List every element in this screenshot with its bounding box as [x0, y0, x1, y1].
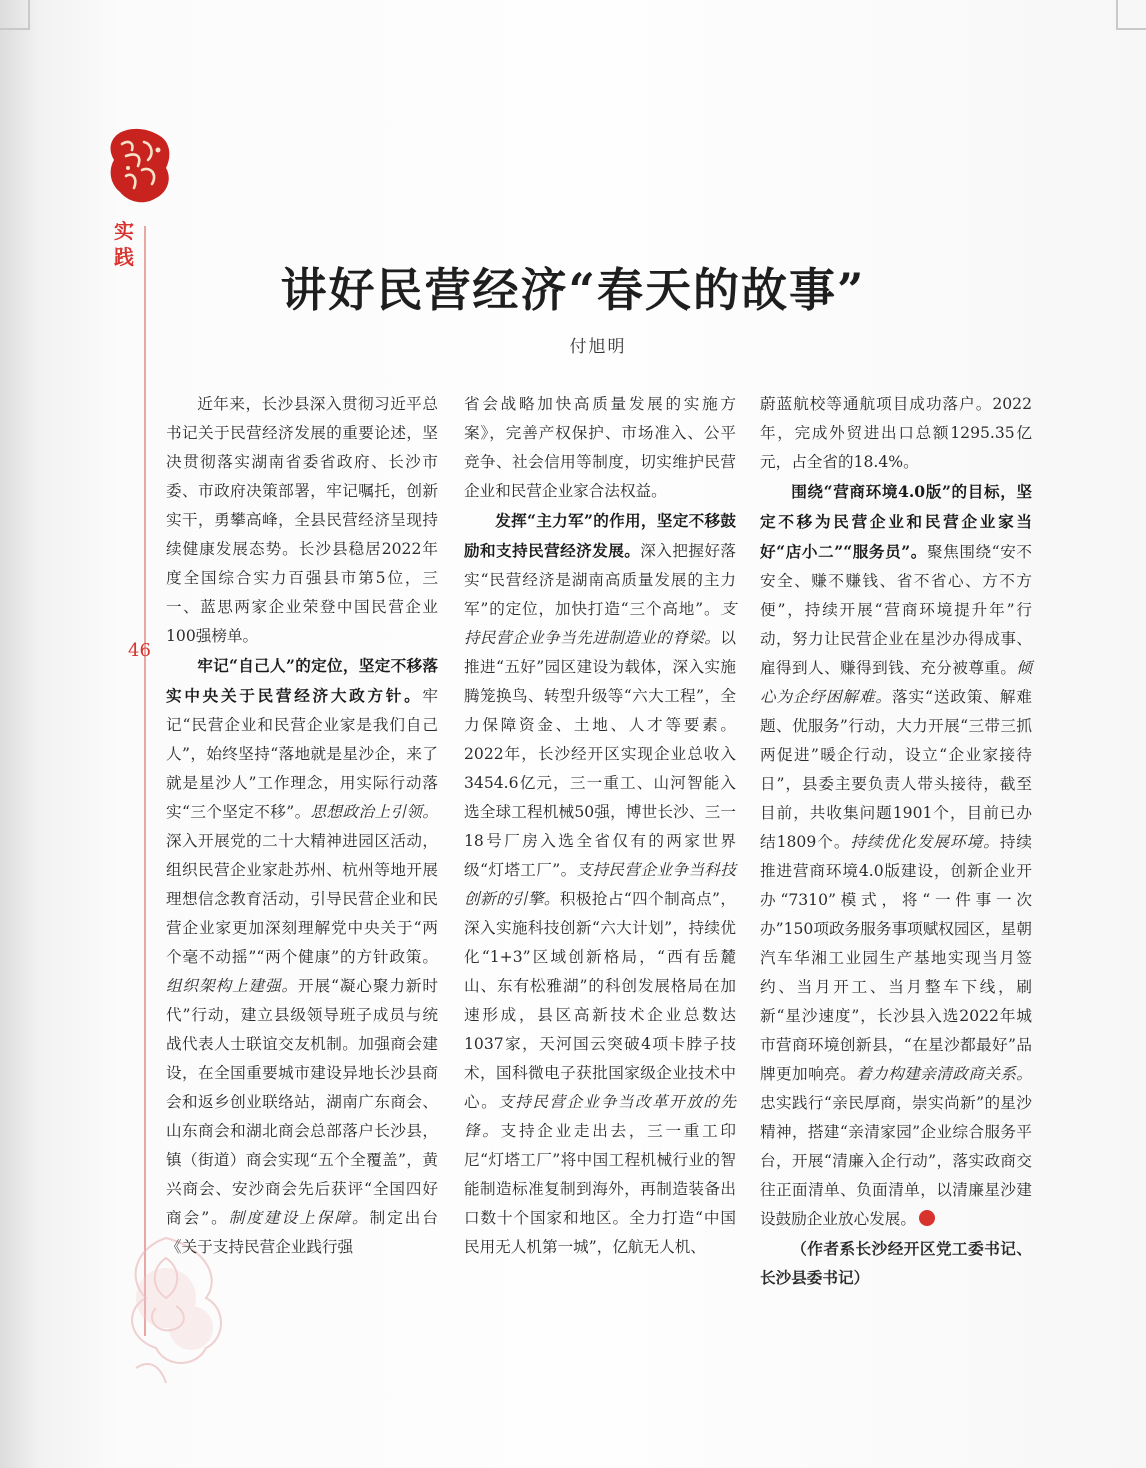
- paragraph-continued: 省会战略加快高质量发展的实施方案》，完善产权保护、市场准入、公平竞争、社会信用等制度，切实维护民营企业和民营企业家合法权益。: [464, 395, 736, 500]
- paragraph-section-3: [760, 477, 1032, 1234]
- article-title: 讲好民营经济“春天的故事”: [280, 263, 866, 317]
- subheading-system: 制度建设上保障。: [228, 1209, 370, 1227]
- section-heading-3: 围绕“营商环境4.0版”的目标，坚定不移为民营企业和民营企业家当好“店小二”“服务员”。: [760, 482, 1032, 561]
- section-label: 实践: [114, 219, 134, 269]
- paragraph-intro: 近年来，长沙县深入贯彻习近平总书记关于民营经济发展的重要论述，坚决贯彻落实湖南省委省政府、长沙市委、市政府决策部署，牢记嘱托，创新实干，勇攀高峰，全县民营经济呈现持续健康发展态势。长沙县稳居2022年度全国综合实力百强县市第5位，三一、蓝思两家企业荣登中国民营企业100强榜单。: [166, 395, 438, 645]
- side-rule: [144, 226, 146, 1336]
- text-run: 牢记“民营企业和民营企业家是我们自己人”，始终坚持“落地就是星沙企，来了就是星沙人”工作理念，用实际行动落实“三个坚定不移”。: [166, 687, 438, 821]
- page-number: 46: [128, 640, 151, 661]
- subheading-service: 倾心为企纾困解难。: [760, 659, 1032, 706]
- subheading-environment: 持续优化发展环境。: [850, 833, 1000, 851]
- text-run: 积极抢占“四个制高点”，深入实施科技创新“六大计划”，持续优化“1+3”区域创新格局，“西有岳麓山、东有松雅湖”的科创发展格局在加速形成，县区高新技术企业总数达1037家，天河国云突破4项卡脖子技术，国科微电子获批国家级企业技术中心。: [464, 890, 736, 1111]
- column-logo: [108, 126, 174, 206]
- text-run: 开展“凝心聚力新时代”行动，建立县级领导班子成员与统战代表人士联谊交友机制。加强商会建设，在全国重要城市建设异地长沙县商会和返乡创业联络站，湖南广东商会、山东商会和湖北商会总部落户长沙县，镇（街道）商会实现“五个全覆盖”，黄兴商会、安沙商会先后获评“全国四好商会”。: [166, 977, 438, 1227]
- author-note: （作者系长沙经开区党工委书记、长沙县委书记）: [760, 1239, 1032, 1287]
- text-run: 以推进“五好”园区建设为载体，深入实施腾笼换鸟、转型升级等“六大工程”，全力保障资金、土地、人才等要素。2022年，长沙经开区实现企业总收入3454.6亿元，三一重工、山河智能入选全球工程机械50强，博世长沙、三一18号厂房入选全省仅有的两家世界级“灯塔工厂”。: [464, 629, 736, 879]
- text-run: 制定出台《关于支持民营企业践行强: [166, 1209, 438, 1256]
- subheading-reform: 支持民营企业争当改革开放的先锋。: [464, 1093, 736, 1140]
- text-column-2: [464, 390, 736, 1262]
- text-run: 落实“送政策、解难题、优服务”行动，大力开展“三带三抓两促进”暖企行动，设立“企业家接待日”，县委主要负责人带头接待，截至目前，共收集问题1901个，目前已办结1809个。: [760, 688, 1032, 851]
- subheading-organization: 组织架构上建强。: [166, 977, 299, 995]
- paragraph-section-1: [166, 651, 438, 1262]
- text-run: 支持企业走出去，三一重工印尼“灯塔工厂”将中国工程机械行业的智能制造标准复制到海外，再制造装备出口数十个国家和地区。全力打造“中国民用无人机第一城”，亿航无人机、: [464, 1122, 736, 1256]
- subheading-manufacturing: 支持民营企业争当先进制造业的脊梁。: [464, 600, 736, 647]
- paragraph-continued: 蔚蓝航校等通航项目成功落户。2022年，完成外贸进出口总额1295.35亿元，占全省的18.4%。: [760, 395, 1032, 471]
- paragraph-section-2: [464, 506, 736, 1262]
- article-author: 付旭明: [569, 337, 627, 357]
- text-run: 聚焦围绕“安不安全、赚不赚钱、省不省心、方不方便”，持续开展“营商环境提升年”行动，努力让民营企业在星沙办得成事、雇得到人、赚得到钱、充分被尊重。: [760, 543, 1032, 677]
- text-run: 深入把握好落实“民营经济是湖南高质量发展的主力军”的定位，加快打造“三个高地”。: [464, 542, 736, 618]
- crop-mark-top-left: [0, 0, 30, 30]
- end-mark-icon: [919, 1210, 935, 1226]
- text-run: 忠实践行“亲民厚商，崇实尚新”的星沙精神，搭建“亲清家园”企业综合服务平台，开展“清廉入企行动”，落实政商交往正面清单、负面清单，以清廉星沙建设鼓励企业放心发展。: [760, 1094, 1032, 1228]
- section-heading-2: 发挥“主力军”的作用，坚定不移鼓励和支持民营经济发展。: [464, 511, 736, 560]
- crop-mark-top-right: [1116, 0, 1146, 30]
- subheading-innovation: 支持民营企业争当科技创新的引擎。: [464, 861, 736, 908]
- text-column-1: [166, 390, 438, 1262]
- text-run: 深入开展党的二十大精神进园区活动，组织民营企业家赴苏州、杭州等地开展理想信念教育活动，引导民营企业和民营企业家更加深刻理解党中央关于“两个毫不动摇”“两个健康”的方针政策。: [166, 832, 438, 966]
- section-heading-1: 牢记“自己人”的定位，坚定不移落实中央关于民营经济大政方针。: [166, 656, 438, 705]
- subheading-politics: 思想政治上引领。: [310, 803, 438, 821]
- subheading-relations: 着力构建亲清政商关系。: [856, 1065, 1032, 1083]
- text-column-3: [760, 390, 1032, 1292]
- text-run: 持续推进营商环境4.0版建设，创新企业开办“7310”模式，将“一件事一次办”150项政务服务事项赋权园区，星朝汽车华湘工业园生产基地实现当月签约、当月开工、当月整车下线，刷新“星沙速度”，长沙县入选2022年城市营商环境创新县，“在星沙都最好”品牌更加响亮。: [760, 833, 1032, 1083]
